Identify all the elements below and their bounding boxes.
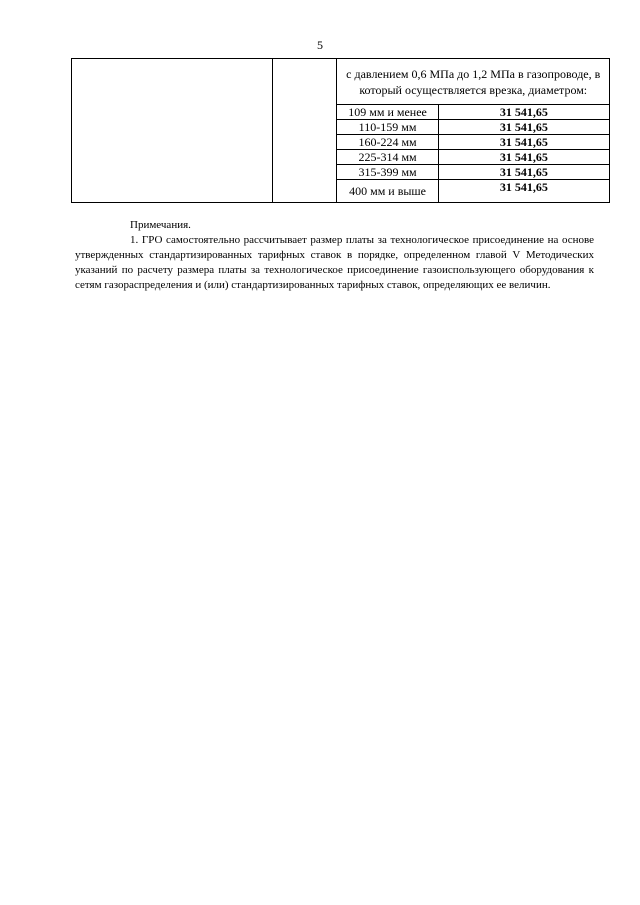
pressure-header: с давлением 0,6 МПа до 1,2 МПа в газопроводе, в который осуществляется врезка, диаметром: [337, 59, 610, 105]
diameter-cell: 110-159 мм [337, 120, 438, 135]
diameter-cell: 400 мм и выше [337, 180, 438, 203]
rate-cell: 31 541,65 [438, 150, 609, 165]
page-number: 5 [317, 38, 323, 52]
rate-cell: 31 541,65 [438, 105, 609, 120]
notes-title: Примечания. [130, 219, 191, 231]
empty-cell-col2 [273, 59, 337, 203]
rate-cell: 31 541,65 [438, 180, 609, 203]
tariff-table [71, 58, 610, 203]
rate-cell: 31 541,65 [438, 165, 609, 180]
rate-cell: 31 541,65 [438, 135, 609, 150]
diameter-cell: 160-224 мм [337, 135, 438, 150]
empty-cell-col1 [72, 59, 273, 203]
diameter-cell: 225-314 мм [337, 150, 438, 165]
diameter-cell: 315-399 мм [337, 165, 438, 180]
rate-cell: 31 541,65 [438, 120, 609, 135]
table-row [72, 59, 610, 105]
notes-section [75, 218, 594, 293]
diameter-cell: 109 мм и менее [337, 105, 438, 120]
note-paragraph: 1. ГРО самостоятельно рассчитывает размер платы за технологическое присоединение на основе утвержденных стандартизированных тарифных ставок в порядке, определенном главой V Методических указаний по расчету размера платы за технологическое присоединение газоиспользующего оборудования к сетям газораспределения и (или) стандартизированных тарифных ставок, определяющих ее величин. [75, 234, 594, 291]
